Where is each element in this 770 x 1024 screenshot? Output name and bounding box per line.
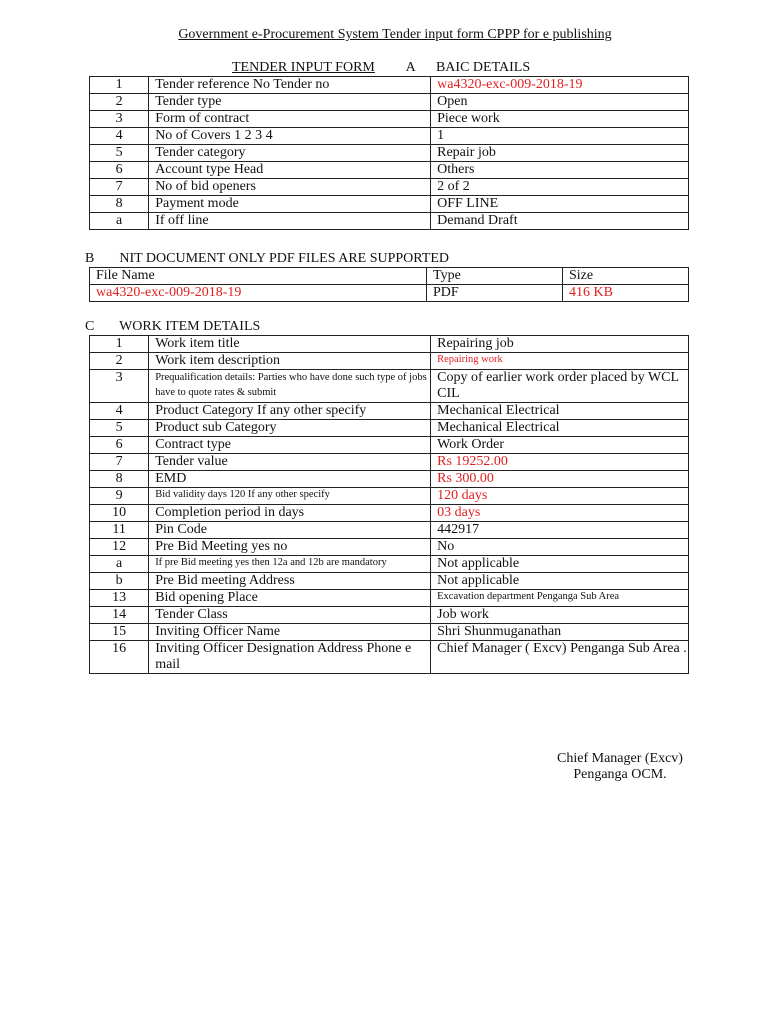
row-value: 120 days (431, 488, 689, 505)
table-row (90, 213, 689, 230)
row-number: 2 (90, 94, 149, 111)
row-value: Copy of earlier work order placed by WCL CIL (431, 370, 689, 403)
table-row (90, 145, 689, 162)
row-value: Mechanical Electrical (431, 420, 689, 437)
row-number: a (90, 556, 149, 573)
table-row (90, 179, 689, 196)
size-header: Size (563, 268, 689, 285)
row-number: 8 (90, 196, 149, 213)
row-label: Pin Code (149, 522, 431, 539)
form-title: TENDER INPUT FORM (232, 60, 375, 75)
row-label: Inviting Officer Name (149, 624, 431, 641)
table-row (90, 573, 689, 590)
row-label: Inviting Officer Designation Address Phone e mail (149, 641, 431, 674)
file-name-value: wa4320-exc-009-2018-19 (90, 285, 427, 302)
section-b-heading (85, 251, 449, 267)
nit-document-table (89, 267, 689, 302)
table-row (90, 370, 689, 403)
row-value: No (431, 539, 689, 556)
row-value: OFF LINE (431, 196, 689, 213)
row-number: 13 (90, 590, 149, 607)
row-value: 03 days (431, 505, 689, 522)
row-value: Piece work (431, 111, 689, 128)
row-label: Pre Bid Meeting yes no (149, 539, 431, 556)
table-row (90, 77, 689, 94)
row-value: Job work (431, 607, 689, 624)
row-value: Rs 19252.00 (431, 454, 689, 471)
row-value: Shri Shunmuganathan (431, 624, 689, 641)
section-a-title: BAIC DETAILS (435, 60, 531, 75)
row-value: Work Order (431, 437, 689, 454)
row-value: 442917 (431, 522, 689, 539)
table-row (90, 403, 689, 420)
section-b-letter: B (85, 251, 95, 266)
row-number: 6 (90, 162, 149, 179)
signature-block (540, 751, 700, 783)
row-number: 15 (90, 624, 149, 641)
row-number: 11 (90, 522, 149, 539)
row-number: 3 (90, 111, 149, 128)
row-label: Tender reference No Tender no (149, 77, 431, 94)
table-row (90, 624, 689, 641)
row-number: 8 (90, 471, 149, 488)
page-title: Government e-Procurement System Tender input form CPPP for e publishing (178, 27, 612, 42)
row-value: Not applicable (431, 556, 689, 573)
row-value: wa4320-exc-009-2018-19 (431, 77, 689, 94)
row-label: Work item title (149, 336, 431, 353)
row-number: 4 (90, 403, 149, 420)
row-label: Tender category (149, 145, 431, 162)
row-value: 1 (431, 128, 689, 145)
row-label: Tender value (149, 454, 431, 471)
row-label: Product Category If any other specify (149, 403, 431, 420)
table-row (90, 162, 689, 179)
row-number: 10 (90, 505, 149, 522)
row-number: 7 (90, 179, 149, 196)
row-label: Work item description (149, 353, 431, 370)
row-label: EMD (149, 471, 431, 488)
signature-place: Penganga OCM. (573, 767, 667, 782)
row-value: Repairing job (431, 336, 689, 353)
row-label: Form of contract (149, 111, 431, 128)
table-row (90, 420, 689, 437)
row-label: Prequalification details: Parties who have done such type of jobs have to quote rates & submit (149, 370, 431, 403)
row-value: Mechanical Electrical (431, 403, 689, 420)
row-value: Chief Manager ( Excv) Penganga Sub Area . (431, 641, 689, 674)
row-label: If pre Bid meeting yes then 12a and 12b are mandatory (149, 556, 431, 573)
file-size-value: 416 KB (563, 285, 689, 302)
table-row (90, 556, 689, 573)
row-value: Open (431, 94, 689, 111)
section-c-heading (85, 319, 260, 335)
row-value: Demand Draft (431, 213, 689, 230)
row-label: No of Covers 1 2 3 4 (149, 128, 431, 145)
row-value: Others (431, 162, 689, 179)
row-number: 5 (90, 145, 149, 162)
table-row (90, 488, 689, 505)
table-row (90, 505, 689, 522)
row-label: Account type Head (149, 162, 431, 179)
work-item-table (89, 335, 689, 674)
table-row (90, 437, 689, 454)
table-row (90, 539, 689, 556)
row-label: Product sub Category (149, 420, 431, 437)
row-number: 4 (90, 128, 149, 145)
row-label: No of bid openers (149, 179, 431, 196)
table-row (90, 336, 689, 353)
section-a-letter: A (405, 60, 415, 75)
row-label: Contract type (149, 437, 431, 454)
table-row (90, 353, 689, 370)
row-number: 1 (90, 77, 149, 94)
section-b-title: NIT DOCUMENT ONLY PDF FILES ARE SUPPORTED (119, 251, 449, 266)
table-row (90, 196, 689, 213)
table-row (90, 94, 689, 111)
basic-details-table (89, 76, 689, 230)
file-type-value: PDF (427, 285, 563, 302)
row-number: 12 (90, 539, 149, 556)
row-number: 5 (90, 420, 149, 437)
row-label: Bid validity days 120 If any other specify (149, 488, 431, 505)
section-c-title: WORK ITEM DETAILS (119, 319, 261, 334)
row-label: If off line (149, 213, 431, 230)
table-row (90, 590, 689, 607)
type-header: Type (427, 268, 563, 285)
section-c-letter: C (85, 319, 95, 334)
row-number: b (90, 573, 149, 590)
row-number: 14 (90, 607, 149, 624)
table-row (90, 454, 689, 471)
row-number: 2 (90, 353, 149, 370)
row-number: 6 (90, 437, 149, 454)
row-number: 1 (90, 336, 149, 353)
table-row (90, 641, 689, 674)
row-label: Completion period in days (149, 505, 431, 522)
row-label: Tender type (149, 94, 431, 111)
row-value: Not applicable (431, 573, 689, 590)
table-row (90, 111, 689, 128)
row-value: Excavation department Penganga Sub Area (431, 590, 689, 607)
row-number: 7 (90, 454, 149, 471)
table-row (90, 128, 689, 145)
row-label: Payment mode (149, 196, 431, 213)
row-label: Bid opening Place (149, 590, 431, 607)
row-number: 9 (90, 488, 149, 505)
row-label: Tender Class (149, 607, 431, 624)
row-value: Rs 300.00 (431, 471, 689, 488)
file-name-header: File Name (90, 268, 427, 285)
form-title-row (232, 60, 530, 76)
table-row (90, 471, 689, 488)
row-value: Repair job (431, 145, 689, 162)
row-number: 3 (90, 370, 149, 403)
row-number: 16 (90, 641, 149, 674)
row-value: Repairing work (431, 353, 689, 370)
row-value: 2 of 2 (431, 179, 689, 196)
table-row (90, 522, 689, 539)
table-row (90, 607, 689, 624)
row-number: a (90, 213, 149, 230)
row-label: Pre Bid meeting Address (149, 573, 431, 590)
signature-title: Chief Manager (Excv) (557, 751, 683, 766)
